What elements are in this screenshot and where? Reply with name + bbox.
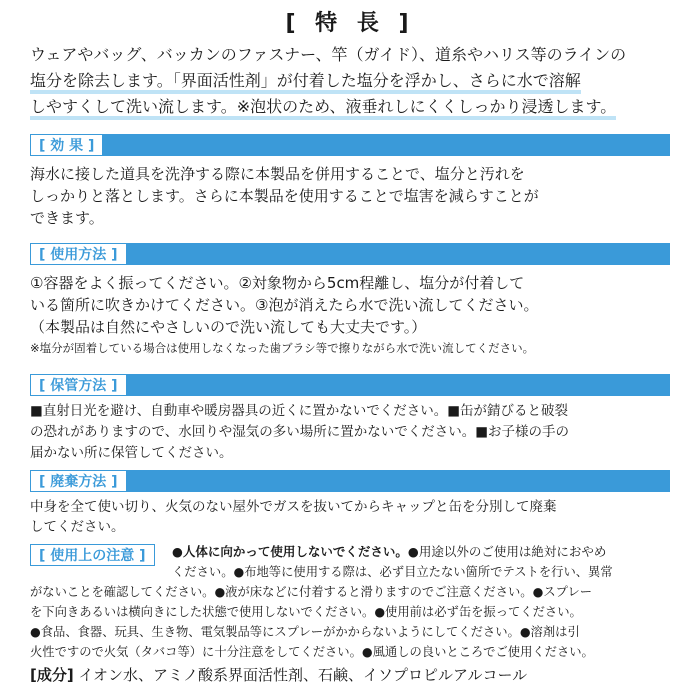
intro-line: 塩分を除去します。「界面活性剤」が付着した塩分を浮かし、さらに水で溶解 (30, 68, 680, 94)
caution-bold-text: ●人体に向かって使用しないでください。 (172, 544, 408, 559)
effect-text (30, 163, 680, 229)
caution-text-block (30, 562, 680, 662)
section-bar-effect (30, 134, 670, 156)
section-label-storage: [ 保管方法 ] (30, 374, 127, 396)
caution-line: がないことを確認してください。●液が床などに付着すると滑りますのでご注意ください。●スプレー (30, 585, 593, 599)
effect-line: できます。 (30, 209, 104, 227)
disposal-line: してください。 (30, 519, 125, 535)
caution-line: 火性ですので火気（タバコ等）に十分注意をしてください。●風通しの良いところでご使用ください。 (30, 645, 594, 659)
ingredients-text: イオン水、アミノ酸系界面活性剤、石鹸、イソプロピルアルコール (73, 666, 528, 684)
section-label-usage: [ 使用方法 ] (30, 243, 127, 265)
effect-line: 海水に接した道具を洗浄する際に本製品を併用することで、塩分と汚れを (30, 165, 525, 183)
usage-line: いる箇所に吹きかけてください。③泡が消えたら水で洗い流してください。 (30, 296, 539, 314)
intro-line: しやすくして洗い流します。※泡状のため、液垂れしにくくしっかり浸透します。 (30, 94, 680, 120)
usage-line: （本製品は自然にやさしいので洗い流しても大丈夫です。） (30, 318, 427, 336)
section-label-caution: [ 使用上の注意 ] (30, 544, 155, 566)
section-label-disposal: [ 廃棄方法 ] (30, 470, 127, 492)
intro-line: ウェアやバッグ、バッカンのファスナー、竿（ガイド）、道糸やハリス等のラインの (30, 45, 627, 64)
storage-line: の恐れがありますので、水回りや湿気の多い場所に置かないでください。■お子様の手の (30, 424, 569, 440)
caution-line: ●食品、食器、玩具、生き物、電気製品等にスプレーがかからないようにしてください。●溶剤は引 (30, 625, 580, 639)
section-label-effect: [ 効 果 ] (30, 134, 103, 156)
disposal-line: 中身を全て使い切り、火気のない屋外でガスを抜いてからキャップと缶を分別して廃棄 (30, 499, 557, 515)
ingredients-label: [成分] (30, 666, 74, 684)
usage-text (30, 272, 680, 358)
caution-line: を下向きあるいは横向きにした状態で使用しないでください。●使用前は必ず缶を振ってください。 (30, 605, 582, 619)
effect-line: しっかりと落とします。さらに本製品を使用することで塩害を減らすことが (30, 187, 539, 205)
storage-line: ■直射日光を避け、自動車や暖房器具の近くに置かないでください。■缶が錆びると破裂 (30, 403, 568, 419)
usage-note: ※塩分が固着している場合は使用しなくなった歯ブラシ等で擦りながら水で洗い流してください。 (30, 341, 535, 355)
caution-first-line (172, 542, 682, 562)
caution-line: ください。●布地等に使用する際は、必ず目立たない箇所でテストを行い、異常 (172, 565, 613, 579)
ingredients (30, 664, 527, 685)
intro-text (30, 42, 680, 120)
disposal-text (30, 497, 680, 537)
page-title: [ 特 長 ] (285, 11, 415, 36)
storage-text (30, 401, 680, 464)
storage-line: 届かない所に保管してください。 (30, 445, 233, 461)
caution-text: ●用途以外のご使用は絶対におやめ (407, 544, 607, 559)
usage-line: ①容器をよく振ってください。②対象物から5cm程離し、塩分が付着して (30, 274, 525, 292)
